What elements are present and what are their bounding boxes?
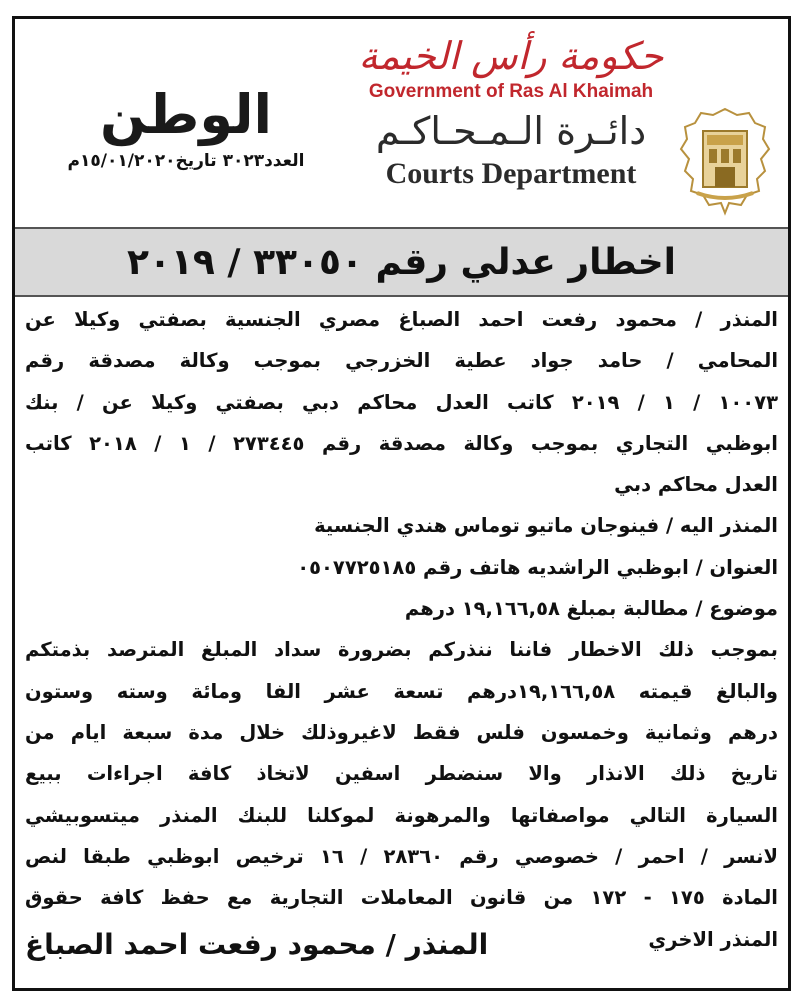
department-name-english: Courts Department xyxy=(385,157,637,190)
body-line: ابوظبي التجاري بموجب وكالة مصدقة رقم ٢٧٣٤٤٥ / ١ / ٢٠١٨ كاتب xyxy=(25,431,778,455)
body-line: تاريخ ذلك الانذار والا سنضطر اسفين لاتخاذ كافة اجراءات ببيع xyxy=(25,762,778,786)
body-line: ١٠٠٧٣ / ١ / ٢٠١٩ كاتب العدل محاكم دبي بصفتي وكيلا عن / بنك xyxy=(25,390,778,414)
body-line: العنوان / ابوظبي الراشديه هاتف رقم ٠٥٠٧٧٢٥١٨٥ xyxy=(297,555,778,579)
newspaper-name: الوطن xyxy=(99,83,273,146)
body-line: المادة ١٧٥ - ١٧٢ من قانون المعاملات التجارية مع حفظ كافة حقوق xyxy=(25,886,778,910)
body-line: والبالغ قيمته ١٩,١٦٦,٥٨درهم تسعة عشر الفا ومائة وسته وستون xyxy=(25,679,778,703)
government-branding xyxy=(341,33,681,191)
body-line: بموجب ذلك الاخطار فاننا ننذركم بضرورة سداد المبلغ المترصد بذمتكم xyxy=(25,638,778,662)
body-line: العدل محاكم دبي xyxy=(614,473,778,497)
newspaper-masthead xyxy=(61,85,311,171)
body-line: المحامي / حامد جواد عطية الخزرجي بموجب وكالة مصدقة رقم xyxy=(25,349,778,373)
header xyxy=(15,19,788,227)
newspaper-issue-date: العدد٣٠٢٣ تاريخ١٥/٠١/٢٠٢٠م xyxy=(67,151,305,171)
signature: المنذر / محمود رفعت احمد الصباغ xyxy=(25,928,489,961)
ras-al-khaimah-emblem-icon xyxy=(677,105,773,217)
signature-row xyxy=(25,919,778,979)
government-name-arabic: حكومة رأس الخيمة xyxy=(358,34,664,78)
body-line: المنذر اليه / فينوجان ماتيو توماس هندي الجنسية xyxy=(314,514,778,538)
body-line: لانسر / احمر / خصوصي رقم ٢٨٣٦٠ / ١٦ ترخيص ابوظبي طبقا لنص xyxy=(25,844,778,868)
notice-body xyxy=(25,299,778,918)
notice-title: اخطار عدلي رقم ٣٣٠٥٠ / ٢٠١٩ xyxy=(126,241,677,283)
notice-title-bar xyxy=(15,227,788,297)
body-line: السيارة التالي مواصفاتها والمرهونة لموكلنا للبنك المنذر ميتسوبيشي xyxy=(25,803,778,827)
body-last-line: المنذر الاخري xyxy=(648,928,778,951)
body-line: موضوع / مطالبة بمبلغ ١٩,١٦٦,٥٨ درهم xyxy=(404,597,778,621)
government-name-english: Government of Ras Al Khaimah xyxy=(368,81,654,102)
body-line: درهم وثمانية وخمسون فلس فقط لاغيروذلك خلال مدة سبعة ايام من xyxy=(25,720,778,744)
department-name-arabic: دائـرة الـمـحـاكـم xyxy=(375,109,647,153)
notice-frame xyxy=(12,16,791,991)
body-line: المنذر / محمود رفعت احمد الصباغ مصري الجنسية بصفتي وكيلا عن xyxy=(25,308,778,331)
